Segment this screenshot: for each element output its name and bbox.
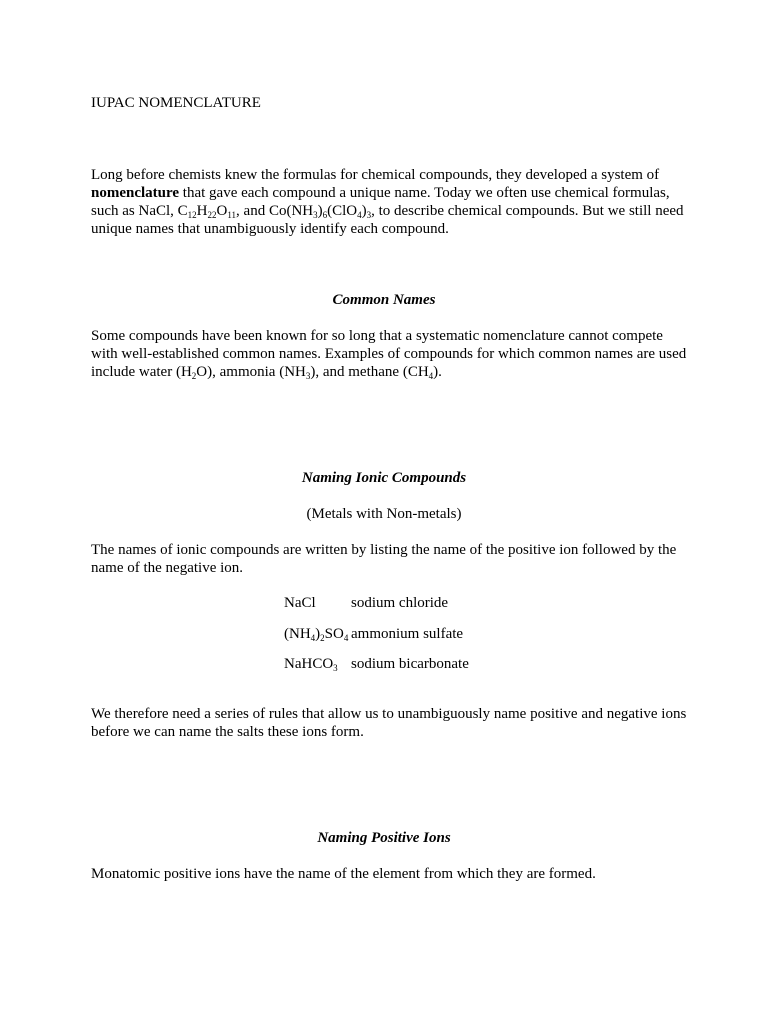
formula-text: SO [324,625,344,642]
subscript: 3 [366,210,372,220]
subscript: 6 [322,210,328,220]
table-row [284,625,469,656]
formula-text: NaCl [284,595,316,611]
subscript: 2 [320,632,325,643]
subscript: 22 [207,210,217,220]
common-names-text: ). [433,364,442,380]
ionic-examples-table [284,594,469,686]
formula-text: ) [315,625,321,642]
subscript: 4 [343,632,349,643]
document-title: IUPAC NOMENCLATURE [91,95,261,111]
intro-text-3: , and Co(NH [236,203,314,219]
subscript: 4 [310,632,316,643]
formula-cell [284,594,351,625]
intro-formula-part: ) [317,203,323,219]
common-names-heading: Common Names [332,292,436,308]
formula-cell [284,655,351,686]
subscript: 3 [313,210,318,220]
formula-cell [284,625,351,656]
intro-text-4: , to describe chemical compounds. But we still need unique names that unambiguously identify each compound. [91,203,684,237]
common-names-text: Some compounds have been known for so long that a systematic nomenclature cannot compete with well-established common names. Examples of compounds for which common names are used include water (H [91,328,687,380]
ionic-paragraph: The names of ionic compounds are written by listing the name of the positive ion followed by the name of the negative ion. [91,542,677,576]
intro-text-2: that gave each compound a unique name. Today we often use chemical formulas, such as NaCl, C [91,185,670,219]
intro-paragraph [91,166,691,238]
subscript: 4 [357,210,362,220]
intro-text-1: Long before chemists knew the formulas for chemical compounds, they developed a system of [91,167,660,183]
intro-formula-part: O [216,203,228,219]
ionic-followup-paragraph: We therefore need a series of rules that allow us to unambiguously name positive and negative ions before we can name the salts these ions form. [91,706,687,740]
subscript: 12 [187,210,197,220]
intro-formula-part: ) [361,203,367,219]
compound-name-cell: sodium chloride [351,595,449,611]
subscript: 4 [428,371,434,381]
ionic-subheading: (Metals with Non-metals) [306,506,462,522]
subscript: 3 [305,371,311,381]
table-row [284,655,469,686]
subscript: 3 [333,663,338,673]
subscript: 11 [227,210,237,220]
intro-formula-part: H [196,203,208,219]
subscript: 2 [191,371,197,381]
formula-text: NaHCO [284,656,334,672]
nomenclature-term: nomenclature [91,185,180,201]
ionic-heading: Naming Ionic Compounds [301,470,467,486]
common-names-text: ), and methane (CH [310,364,429,380]
formula-text: (NH [284,625,311,642]
table-row [284,594,469,625]
intro-formula-part: (ClO [327,203,358,219]
positive-ions-heading: Naming Positive Ions [317,830,451,846]
compound-name-cell: sodium bicarbonate [351,656,469,672]
compound-name-cell: ammonium sulfate [351,625,464,642]
common-names-paragraph [91,327,691,381]
positive-ions-paragraph: Monatomic positive ions have the name of the element from which they are formed. [91,866,596,882]
common-names-text: O), ammonia (NH [196,364,306,380]
